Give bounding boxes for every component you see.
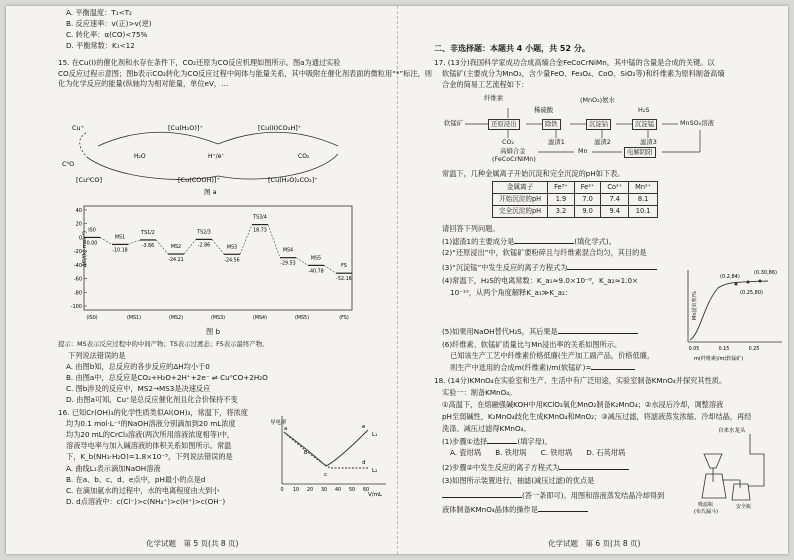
q18-sub3-end-text: 液体制备KMnO₄晶体的操作是 [442,505,538,514]
q18-stem-1: 18. (14分)KMnO₄在实验室和生产、生活中有广泛用途，实验室制备KMnO₄并探究其性质。 [434,376,727,385]
q17-sub6: (6)纤维素、软锰矿质量比与Mn浸出率的关系如图所示。 [442,340,622,349]
q17-sub3 [442,262,657,274]
q18-sub1-tail: (填字母)。 [517,437,552,446]
q17-sub4: (4)常温下，H₂S的电离常数：K_a₁≈9.0×10⁻⁸，K_a₂≈1.0× [442,276,639,285]
q14-option-c: C. 转化率：α(CO)<75% [66,30,148,39]
footer-page-5: 化学试题 第 5 页(共 8 页) [146,539,239,549]
flow-step-iron: 除铁 [542,119,561,130]
flow-acid-label: 稀硫酸 [534,106,554,114]
q18-sub3-cont-text: (答一条即可)。用图和溶液蒸发结晶冷却得到 [522,491,665,500]
suction-filtration-apparatus [694,424,784,514]
label-co: C⁰O [62,160,75,168]
q16-option-b: B. 在a、b、c、d、e点中，pH最小的点是d [66,475,206,484]
ph-table-header [493,182,658,194]
q17-xtick-label: 0.05 [688,347,700,352]
answer-blank[interactable] [442,490,522,498]
label-co2: CO₂ [298,153,310,160]
energy-level-value: -24.56 [224,258,240,264]
flow-residue-2: 滤渣2 [594,138,611,146]
q15-stem-line: CO反应过程示意图；图b表示CO₂转化为CO反应过程中间体与能量关系，其中吸附在催化剂表面的微粒用“*”标注，则 [58,68,432,78]
q16-xtick-label: 10 [292,488,300,493]
q17-ylabel: Mn浸出率/% [692,291,698,320]
cycle-arrow [218,132,338,146]
q17-sub6-ask [450,362,635,374]
ph-cell: 10.1 [629,206,658,218]
q16-option-c: C. 在滴加氨水的过程中，水的电离程度由大到小 [66,486,220,495]
answer-blank[interactable] [487,436,517,444]
q17-sub6-ask-text: 则生产中选用的合成m(纤维素)/m(软锰矿)= [450,363,592,372]
ph-intro: 常温下，几种金属离子开始沉淀和完全沉淀的pH如下表。 [442,169,625,178]
q15-option-b: B. 由图a中，总反应是CO₂+H₂O+2H⁺+2e⁻ ⇌ Cu⁰CO+2H₂O [66,373,268,382]
answer-blank[interactable] [591,362,635,370]
energy-connector [324,265,336,273]
q16-xtick-label: 30 [320,488,328,493]
q18-sub3-cont [442,490,664,502]
figure-b-category: (MS2) [169,316,183,321]
figure-b-category: (MS4) [253,316,267,321]
figure-b-ytick-label: 0 [78,235,82,242]
energy-level-value: -10.18 [112,248,128,254]
ph-cell: 7.4 [601,194,629,206]
q16-xtick-label: 50 [348,488,356,493]
q17-marker [747,281,750,284]
figure-b-category: (MS1) [127,316,141,321]
energy-connector [268,225,280,258]
label-cu-h2o-co2: [Cu(H₂O)₂CO₂]⁺ [268,176,318,184]
figure-b-note: 提示：MS表示反应过程中的中间产物；TS表示过渡态；FS表示最终产物。 [58,340,269,348]
q16-xlabel: V/mL [368,492,383,498]
energy-level-label: MS5 [310,256,322,262]
flow-step-reduction: 还原浸出 [488,119,520,130]
q14-option-a: A. 平衡温度：T₁<T₂ [66,8,132,17]
q16-stem-1: 16. 已知Cr(OH)₃的化学性质类似Al(OH)₃，常温下，将浓度 [58,408,248,417]
q16-xtick-label: 60 [362,488,370,493]
ph-header-cell: 金属离子 [493,182,548,194]
energy-connector [156,240,168,254]
suction-flask [702,474,726,498]
figure-b-ytick-label: -40 [73,262,82,269]
q17-xtick-label: 0.25 [748,347,760,352]
ph-header-cell: Mn²⁺ [629,182,658,194]
q17-point-3: (0.25,80) [740,290,763,296]
q17-sub2: (2)“还原浸出”中，软锰矿要粉碎且与纤维素混合均匀，其目的是 [442,248,647,257]
figure-b-ytick-label: 20 [75,221,82,228]
figure-b-category: (IS0) [86,316,98,321]
flow-ore-label: 软锰矿 [444,119,464,127]
ph-cell: 开始沉淀的pH [493,194,548,206]
q18-stem-3: ①高温下，在熔融强碱KOH中用KClO₃氧化MnO₂制备K₂MnO₄；②水浸后冷却，调整溶液 [442,400,724,409]
q16-option-a: A. 曲线L₁表示滴加NaOH溶液 [66,464,161,473]
label-flask2: (布氏漏斗) [694,509,718,515]
q16-xtick-label: 20 [306,488,314,493]
ph-cell: 9.4 [601,206,629,218]
q17-sub6-cont: 已知该生产工艺中纤维素价格低廉(生产加工副产品，价格低廉， [450,351,655,360]
vacuum-tube [748,466,764,486]
flow-electrolysis: 电解阴阳 [624,147,656,158]
q17-xtick-label: 0.15 [718,347,730,352]
energy-level-value: -29.53 [280,261,296,267]
safety-bottle [732,484,750,500]
answer-blank[interactable] [538,504,588,512]
ph-table [492,181,658,218]
q18-stem-2: 实验一：制备KMnO₄。 [442,388,517,397]
q15-stem-line: 15. 在Cu(I)的催化剂和水存在条件下，CO₂还原为CO反应机理如图所示。图a为通过实验 [58,58,341,67]
answer-blank[interactable] [567,262,657,270]
label-tap: 自来水龙头 [718,428,746,434]
ph-cell: 3.2 [548,206,575,218]
figure-b-ytick-label: -100 [70,304,82,310]
q17-stem-2: 软锰矿(主要成分为MnO₂，含少量FeO、Fe₃O₄、CoO、SiO₂等)和纤维素为原料制备高熵 [442,69,725,78]
flow-mnso4: MnSO₄溶液 [680,119,714,127]
label-cu-cooh: [Cu(COOH)]⁺ [178,176,220,184]
energy-connector [212,239,224,254]
q18-sub3-end [442,504,588,516]
q18-stem-5: 洗涤、减压过滤得KMnO₄。 [442,424,531,433]
energy-connector [296,258,308,266]
q17-stem-1: 17. (13分)我国科学家成功合成高熵合金FeCoCrNiMn，其中锰的含量是合成的关键。以 [434,58,715,67]
q16-curve-l1 [284,430,368,466]
flow-h2s-label: H₂S [638,106,650,114]
q17-xlabel: m(纤维素)/m(软锰矿) [694,356,744,362]
q18-sub1 [442,436,552,448]
answer-blank[interactable] [514,236,574,244]
q17-point-1: (0.2,84) [720,274,740,280]
q18-stem-4: pH至弱碱性，K₂MnO₄歧化生成KMnO₄和MnO₂；③减压过滤，将滤液蒸发浓缩、冷却结晶，再经 [442,412,752,421]
q17-stem-3: 合金的简易工艺流程如下： [442,80,529,89]
flow-alloy: 高熵合金 [500,147,526,155]
flow-residue-3: 滤渣3 [640,138,657,146]
figure-b-ytick-label: -80 [73,290,82,297]
water-pump-tube [750,434,764,466]
page-6 [398,6,788,554]
flow-step-cobalt: 沉淀钴 [586,119,611,130]
q15-stem-line: 化为化学反应的能量(纵轴均为相对能量，单位eV，… [58,79,229,89]
exam-sheet [6,6,788,554]
ph-header-cell: Co²⁺ [601,182,629,194]
figure-b-energy-profile [58,202,358,326]
energy-level-value: 18.73 [253,228,267,234]
q17-sub4-cont: 10⁻¹⁹，从两个角度解释K_a₁≫K_a₂： [450,288,573,297]
q16-stem-5: 下，K_b(NH₃·H₂O)=1.8×10⁻⁵，下列说法错误的是 [66,452,233,461]
q16-stem-2: 均为0.1 mol·L⁻¹的NaOH溶液分别滴加到20 mL浓度 [66,419,236,428]
energy-level-value: -40.78 [308,269,324,275]
q15-option-a: A. 由图b知，总反应的各步反应的ΔH均小于0 [66,362,210,371]
ph-table-row [493,194,658,206]
figure-a-caption: 图 a [204,188,217,196]
energy-level-value: -2.86 [197,243,211,249]
q16-stem-3: 均为20 mL的CrCl₃溶液(两次所用溶液浓度相等)中， [66,430,235,439]
flow-co2: CO₂ [502,138,515,146]
q16-curve-l2 [284,432,368,468]
figure-a-cycle [58,116,358,196]
q17-marker [735,283,738,286]
energy-level-label: FS [341,264,347,270]
label-hplus: H⁺/e⁻ [208,153,225,160]
q15-option-d: D. 由图a可知，Cu⁺是总反应催化剂且化合价保持不变 [66,395,238,404]
process-flowchart [442,94,742,164]
energy-connector [128,240,140,244]
answer-blank[interactable] [559,462,629,470]
energy-level-value: -52.16 [336,277,352,283]
q16-point-e: e [362,424,366,430]
figure-b-category: (MS3) [211,316,225,321]
label-cu-plus: Cu⁺ [72,124,85,132]
q14-option-d: D. 平衡常数：K₁<12 [66,41,135,50]
energy-level-label: MS1 [114,235,126,241]
q16-point-d: d [362,460,366,466]
cycle-arrow [80,132,88,158]
ph-cell: 9.0 [574,206,601,218]
label-safety-bottle: 安全瓶 [736,504,752,510]
figure-b-category: (MS5) [295,316,309,321]
label-flask: 吸滤瓶 [698,502,714,508]
q17-intro: 请回答下列问题。 [442,224,500,233]
q16-point-b: b [304,450,308,456]
flow-fiber-label: 纤维素 [484,94,504,102]
q16-ylabel: 导电率 [270,420,287,426]
q16-conductivity-graph [268,410,392,498]
q16-option-d: D. d点溶液中：c(Cl⁻)>c(NH₄⁺)>c(H⁺)>c(OH⁻) [66,497,226,506]
figure-b-ylabel: ΔG/(kJ·mol⁻¹) [82,230,88,267]
q17-sub1-text: (1)滤渣1的主要成分是 [442,237,515,246]
figure-b-ytick-label: -60 [73,276,82,283]
q16-curve-label-l2: L₂ [372,468,378,474]
ph-cell: 完全沉淀的pH [493,206,548,218]
page-5 [6,6,432,554]
q16-point-a: a [284,426,288,432]
energy-connector [240,225,252,255]
q16-xtick-label: 40 [334,488,342,493]
figure-b-ytick-label: 40 [75,208,82,214]
ph-header-cell: Fe³⁺ [548,182,575,194]
flow-residue-1: 滤渣1 [548,138,565,146]
label-h2o: H₂O [134,153,146,160]
cycle-arrow [98,132,218,146]
q17-sub5-text: (5)如果用NaOH替代H₂S，其后果是 [442,327,558,336]
q18-sub1-options: A. 瓷坩埚 B. 铁坩埚 C. 铁坩埚 D. 石英坩埚 [450,448,626,457]
q15-option-c: C. 图b涉及的反应中，MS2→MS3是决速反应 [66,384,211,393]
q16-xtick-label: 0 [280,488,284,493]
footer-page-6: 化学试题 第 6 页(共 8 页) [548,539,641,549]
q17-leach-rate-graph [670,264,786,364]
q17-marker [759,280,762,283]
q16-curve-label-l1: L₁ [372,432,378,438]
flow-step-mn: 沉淀锰 [632,119,657,130]
ph-cell: 1.9 [548,194,575,206]
section-title: 二、非选择题：本题共 4 小题，共 52 分。 [434,44,590,53]
energy-level-label: TS2/3 [197,230,211,236]
answer-blank[interactable] [558,326,638,334]
energy-level-label: TS3/4 [253,215,267,221]
q16-point-c: c [324,472,328,478]
figure-b-category: (FS) [339,316,349,321]
energy-level-value: 0.00 [86,241,98,247]
flow-alloy-formula: (FeCoCrNiMn) [492,155,536,163]
energy-level-value: -3.66 [141,243,155,249]
energy-level-label: MS2 [170,245,182,251]
figure-b-caption: 图 b [206,327,221,336]
energy-level-label: IS0 [88,228,96,234]
energy-level-label: TS1/2 [141,230,155,236]
q17-point-2: (0.30,86) [754,270,777,276]
q15-stem [58,58,432,106]
energy-connector [184,239,196,254]
energy-level-label: MS4 [282,248,294,254]
label-cu-co2: [Cu(II)CO₂H]⁺ [258,124,302,132]
label-cu-oh2: [Cu(H₂O)]⁺ [168,124,203,132]
label-cu-co: [Cu⁰CO] [76,176,102,184]
buchner-funnel [704,454,722,468]
q18-sub3: (3)如图所示装置进行，抽滤(减压过滤)的优点是 [442,476,595,485]
energy-connector [100,237,112,244]
ph-cell: 8.1 [629,194,658,206]
ph-cell: 7.0 [574,194,601,206]
q18-sub1-text: (1)步骤①选择 [442,437,488,446]
ph-header-cell: Fe²⁺ [574,182,601,194]
q17-sub5 [442,326,638,338]
q17-sub1-tail: (填化学式)。 [574,237,616,246]
q17-sub3-text: (3)“沉淀锰”中发生反应的离子方程式为 [442,263,568,272]
flow-mn: Mn [578,147,588,155]
q18-sub2-text: (2)步骤②中发生反应的离子方程式为 [442,463,560,472]
figure-b-ytick-label: -20 [73,249,82,256]
q14-option-b: B. 反应速率：v(正)>v(逆) [66,19,152,28]
q15-question: 下列说法错误的是 [68,351,126,360]
q17-sub1 [442,236,616,248]
flow-mno2-label: (MnO₂)氨水 [580,96,615,104]
energy-level-label: MS3 [226,245,238,251]
q16-stem-4: 溶液导电率与加入碱溶液的体积关系如图所示。常温 [66,441,232,450]
q18-sub2 [442,462,629,474]
ph-table-row [493,206,658,218]
energy-level-value: -24.21 [168,258,184,264]
